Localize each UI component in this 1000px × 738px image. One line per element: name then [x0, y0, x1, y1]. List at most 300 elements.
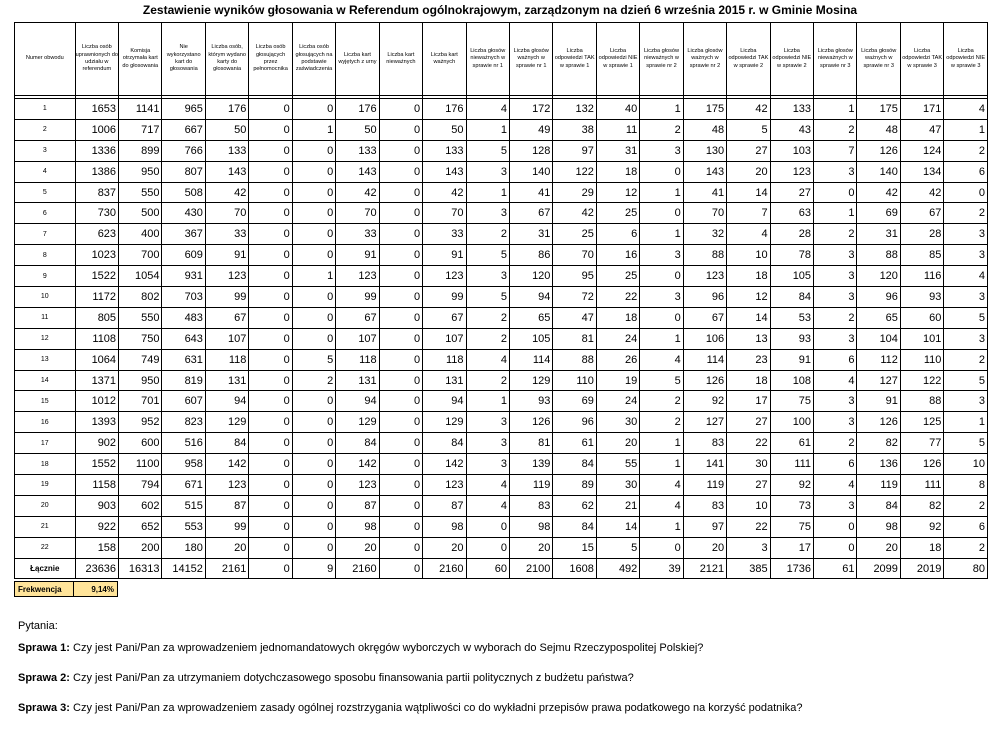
row-label: 17: [15, 433, 76, 454]
table-cell: 83: [683, 433, 726, 454]
table-cell: 0: [379, 537, 422, 558]
table-cell: 29: [553, 182, 596, 203]
table-cell: 100: [770, 412, 813, 433]
table-cell: 20: [509, 537, 552, 558]
table-cell: 110: [900, 349, 943, 370]
table-row: [15, 245, 988, 266]
table-cell: 41: [509, 182, 552, 203]
table-cell: 1: [640, 224, 683, 245]
table-cell: 6: [944, 516, 988, 537]
table-cell: 119: [857, 475, 900, 496]
table-cell: 84: [336, 433, 379, 454]
table-cell: 129: [336, 412, 379, 433]
table-cell: 2: [814, 433, 857, 454]
table-cell: 17: [770, 537, 813, 558]
table-cell: 139: [509, 454, 552, 475]
table-cell: 31: [509, 224, 552, 245]
table-cell: 0: [292, 412, 335, 433]
table-cell: 550: [119, 182, 162, 203]
table-cell: 84: [423, 433, 466, 454]
table-cell: 703: [162, 287, 205, 308]
table-cell: 6: [814, 454, 857, 475]
table-cell: 49: [509, 119, 552, 140]
table-cell: 0: [249, 245, 292, 266]
table-cell: 75: [770, 391, 813, 412]
table-cell: 39: [640, 558, 683, 579]
table-cell: 4: [640, 495, 683, 516]
table-cell: 0: [292, 203, 335, 224]
row-label: 1: [15, 99, 76, 120]
table-cell: 11: [596, 119, 639, 140]
table-cell: 99: [205, 516, 248, 537]
table-cell: 93: [509, 391, 552, 412]
table-cell: 1: [944, 412, 988, 433]
table-cell: 70: [683, 203, 726, 224]
table-cell: 4: [814, 475, 857, 496]
table-cell: 96: [553, 412, 596, 433]
table-cell: 0: [379, 224, 422, 245]
table-cell: 110: [553, 370, 596, 391]
table-cell: 0: [249, 558, 292, 579]
row-label: Łącznie: [15, 558, 76, 579]
table-cell: 0: [292, 99, 335, 120]
table-cell: 0: [292, 328, 335, 349]
table-cell: 94: [423, 391, 466, 412]
table-cell: 70: [553, 245, 596, 266]
table-cell: 4: [814, 370, 857, 391]
table-cell: 1336: [75, 140, 118, 161]
table-cell: 0: [379, 516, 422, 537]
table-cell: 158: [75, 537, 118, 558]
table-row: [15, 182, 988, 203]
table-cell: 0: [466, 537, 509, 558]
column-header: Komisja otrzymała kart do głosowania: [119, 23, 162, 96]
table-cell: 28: [770, 224, 813, 245]
table-cell: 98: [423, 516, 466, 537]
table-cell: 67: [509, 203, 552, 224]
column-header: Liczba kart wyjętych z urny: [336, 23, 379, 96]
table-cell: 5: [944, 433, 988, 454]
row-label: 16: [15, 412, 76, 433]
column-header: Liczba odpowiedzi TAK w sprawie 2: [727, 23, 770, 96]
table-cell: 92: [683, 391, 726, 412]
table-cell: 430: [162, 203, 205, 224]
table-cell: 0: [292, 224, 335, 245]
table-cell: 84: [770, 287, 813, 308]
turnout-label: Frekwencja: [15, 582, 74, 597]
column-header: Liczba odpowiedzi NIE w sprawie 1: [596, 23, 639, 96]
table-row: [15, 475, 988, 496]
table-cell: 0: [379, 266, 422, 287]
table-cell: 1158: [75, 475, 118, 496]
table-row: [15, 516, 988, 537]
table-cell: 63: [770, 203, 813, 224]
table-cell: 2: [944, 537, 988, 558]
table-cell: 5: [596, 537, 639, 558]
row-label: 11: [15, 307, 76, 328]
table-cell: 111: [900, 475, 943, 496]
table-cell: 0: [379, 287, 422, 308]
table-cell: 2161: [205, 558, 248, 579]
table-cell: 123: [336, 266, 379, 287]
table-cell: 99: [423, 287, 466, 308]
table-cell: 0: [466, 516, 509, 537]
table-cell: 98: [857, 516, 900, 537]
table-cell: 18: [727, 266, 770, 287]
table-cell: 3: [814, 161, 857, 182]
table-cell: 5: [292, 349, 335, 370]
column-header: Liczba głosów ważnych w sprawie nr 2: [683, 23, 726, 96]
table-cell: 0: [292, 537, 335, 558]
table-cell: 72: [553, 287, 596, 308]
table-cell: 136: [857, 454, 900, 475]
table-cell: 118: [423, 349, 466, 370]
table-cell: 25: [596, 203, 639, 224]
table-cell: 1653: [75, 99, 118, 120]
table-cell: 2: [640, 119, 683, 140]
table-cell: 2: [814, 307, 857, 328]
table-cell: 3: [466, 454, 509, 475]
column-header: Nie wykorzystano kart do głosowania: [162, 23, 205, 96]
table-cell: 553: [162, 516, 205, 537]
column-header: Liczba kart ważnych: [423, 23, 466, 96]
table-cell: 931: [162, 266, 205, 287]
table-cell: 42: [423, 182, 466, 203]
table-cell: 0: [379, 391, 422, 412]
table-cell: 6: [814, 349, 857, 370]
table-cell: 0: [379, 349, 422, 370]
table-cell: 1: [640, 433, 683, 454]
row-label: 12: [15, 328, 76, 349]
table-cell: 958: [162, 454, 205, 475]
table-cell: 123: [336, 475, 379, 496]
table-cell: 175: [857, 99, 900, 120]
table-cell: 22: [727, 433, 770, 454]
table-cell: 0: [292, 140, 335, 161]
column-header: Liczba osób głosujących przez pełnomocnika: [249, 23, 292, 96]
table-cell: 13: [727, 328, 770, 349]
table-cell: 0: [379, 161, 422, 182]
table-cell: 3: [466, 412, 509, 433]
table-cell: 0: [379, 412, 422, 433]
table-cell: 0: [292, 161, 335, 182]
table-cell: 43: [770, 119, 813, 140]
row-label: 2: [15, 119, 76, 140]
table-cell: 33: [423, 224, 466, 245]
table-cell: 126: [683, 370, 726, 391]
table-cell: 77: [900, 433, 943, 454]
table-cell: 1: [640, 182, 683, 203]
table-cell: 671: [162, 475, 205, 496]
table-cell: 0: [379, 140, 422, 161]
table-cell: 84: [205, 433, 248, 454]
table-cell: 5: [944, 307, 988, 328]
table-cell: 55: [596, 454, 639, 475]
column-header: Liczba osób głosujących na podstawie zaświadczenia: [292, 23, 335, 96]
table-cell: 600: [119, 433, 162, 454]
table-cell: 60: [466, 558, 509, 579]
table-cell: 32: [683, 224, 726, 245]
table-cell: 143: [205, 161, 248, 182]
table-cell: 85: [900, 245, 943, 266]
table-cell: 4: [466, 349, 509, 370]
table-cell: 94: [509, 287, 552, 308]
table-cell: 82: [900, 495, 943, 516]
table-cell: 87: [423, 495, 466, 516]
table-cell: 80: [944, 558, 988, 579]
table-cell: 0: [814, 516, 857, 537]
table-cell: 69: [553, 391, 596, 412]
table-cell: 96: [857, 287, 900, 308]
table-cell: 86: [509, 245, 552, 266]
table-cell: 83: [509, 495, 552, 516]
table-row: [15, 203, 988, 224]
table-row: [15, 391, 988, 412]
table-cell: 20: [596, 433, 639, 454]
table-cell: 700: [119, 245, 162, 266]
table-cell: 75: [770, 516, 813, 537]
table-cell: 42: [727, 99, 770, 120]
table-cell: 23: [727, 349, 770, 370]
table-cell: 104: [857, 328, 900, 349]
table-cell: 180: [162, 537, 205, 558]
table-cell: 0: [292, 475, 335, 496]
table-cell: 1141: [119, 99, 162, 120]
table-cell: 20: [683, 537, 726, 558]
table-cell: 2019: [900, 558, 943, 579]
table-cell: 31: [857, 224, 900, 245]
table-cell: 1: [640, 99, 683, 120]
table-cell: 0: [814, 537, 857, 558]
table-row: [15, 287, 988, 308]
column-header: Liczba głosów ważnych w sprawie nr 3: [857, 23, 900, 96]
table-cell: 67: [205, 307, 248, 328]
table-cell: 1: [640, 454, 683, 475]
row-label: 4: [15, 161, 76, 182]
table-cell: 1054: [119, 266, 162, 287]
table-cell: 27: [727, 412, 770, 433]
table-cell: 8: [944, 475, 988, 496]
table-cell: 802: [119, 287, 162, 308]
table-cell: 48: [857, 119, 900, 140]
table-cell: 123: [423, 475, 466, 496]
table-row: [15, 266, 988, 287]
table-cell: 0: [379, 495, 422, 516]
table-row: [15, 224, 988, 245]
table-cell: 9: [292, 558, 335, 579]
table-cell: 0: [249, 537, 292, 558]
table-cell: 4: [466, 99, 509, 120]
table-row: [15, 328, 988, 349]
table-cell: 10: [727, 495, 770, 516]
table-cell: 3: [814, 495, 857, 516]
table-cell: 88: [553, 349, 596, 370]
table-cell: 67: [423, 307, 466, 328]
table-cell: 28: [900, 224, 943, 245]
table-cell: 0: [249, 119, 292, 140]
row-label: 18: [15, 454, 76, 475]
table-cell: 126: [900, 454, 943, 475]
table-cell: 83: [683, 495, 726, 516]
column-header: Liczba odpowiedzi NIE w sprawie 2: [770, 23, 813, 96]
table-cell: 97: [553, 140, 596, 161]
table-cell: 42: [205, 182, 248, 203]
table-cell: 0: [640, 203, 683, 224]
table-row: [15, 454, 988, 475]
table-cell: 98: [336, 516, 379, 537]
question-label: Sprawa 2:: [18, 672, 70, 684]
table-cell: 950: [119, 370, 162, 391]
table-cell: 483: [162, 307, 205, 328]
table-cell: 141: [683, 454, 726, 475]
table-cell: 14152: [162, 558, 205, 579]
table-cell: 69: [857, 203, 900, 224]
table-cell: 903: [75, 495, 118, 516]
table-cell: 25: [553, 224, 596, 245]
table-cell: 70: [336, 203, 379, 224]
table-cell: 7: [814, 140, 857, 161]
table-cell: 2: [944, 203, 988, 224]
table-cell: 0: [944, 182, 988, 203]
table-cell: 17: [727, 391, 770, 412]
table-cell: 24: [596, 328, 639, 349]
table-cell: 22: [596, 287, 639, 308]
table-cell: 65: [857, 307, 900, 328]
table-cell: 4: [727, 224, 770, 245]
table-cell: 0: [249, 99, 292, 120]
table-cell: 123: [423, 266, 466, 287]
table-row: [15, 370, 988, 391]
table-cell: 2: [466, 328, 509, 349]
table-cell: 5: [640, 370, 683, 391]
table-cell: 89: [553, 475, 596, 496]
table-cell: 0: [249, 287, 292, 308]
table-cell: 0: [379, 558, 422, 579]
table-cell: 42: [900, 182, 943, 203]
column-header: Liczba głosów ważnych w sprawie nr 1: [509, 23, 552, 96]
table-cell: 643: [162, 328, 205, 349]
table-cell: 88: [683, 245, 726, 266]
table-row: [15, 119, 988, 140]
table-cell: 400: [119, 224, 162, 245]
table-cell: 18: [596, 161, 639, 182]
table-cell: 33: [205, 224, 248, 245]
table-cell: 1: [466, 182, 509, 203]
table-cell: 92: [900, 516, 943, 537]
table-cell: 0: [379, 328, 422, 349]
table-cell: 0: [814, 182, 857, 203]
table-cell: 47: [553, 307, 596, 328]
table-cell: 70: [205, 203, 248, 224]
table-cell: 1023: [75, 245, 118, 266]
table-cell: 2: [640, 391, 683, 412]
table-cell: 750: [119, 328, 162, 349]
table-cell: 20: [857, 537, 900, 558]
table-cell: 98: [509, 516, 552, 537]
row-label: 3: [15, 140, 76, 161]
table-cell: 2160: [423, 558, 466, 579]
table-cell: 1552: [75, 454, 118, 475]
table-cell: 65: [509, 307, 552, 328]
table-cell: 96: [683, 287, 726, 308]
table-cell: 807: [162, 161, 205, 182]
table-cell: 87: [336, 495, 379, 516]
table-cell: 1012: [75, 391, 118, 412]
column-header: Liczba osób uprawnionych do udziału w referendum: [75, 23, 118, 96]
table-cell: 607: [162, 391, 205, 412]
table-cell: 140: [509, 161, 552, 182]
table-cell: 4: [944, 99, 988, 120]
table-cell: 94: [336, 391, 379, 412]
table-cell: 5: [727, 119, 770, 140]
table-cell: 126: [857, 140, 900, 161]
table-cell: 132: [553, 99, 596, 120]
table-cell: 0: [640, 161, 683, 182]
table-cell: 1393: [75, 412, 118, 433]
table-cell: 91: [205, 245, 248, 266]
table-cell: 14: [727, 307, 770, 328]
table-cell: 922: [75, 516, 118, 537]
table-cell: 53: [770, 307, 813, 328]
table-cell: 108: [770, 370, 813, 391]
table-cell: 3: [640, 140, 683, 161]
table-cell: 129: [509, 370, 552, 391]
table-cell: 50: [205, 119, 248, 140]
table-cell: 82: [857, 433, 900, 454]
table-cell: 112: [857, 349, 900, 370]
table-cell: 2160: [336, 558, 379, 579]
table-cell: 1006: [75, 119, 118, 140]
table-cell: 0: [249, 140, 292, 161]
table-cell: 1736: [770, 558, 813, 579]
table-cell: 0: [292, 287, 335, 308]
table-cell: 73: [770, 495, 813, 516]
table-cell: 0: [292, 433, 335, 454]
table-cell: 3: [814, 266, 857, 287]
row-label: 6: [15, 203, 76, 224]
table-cell: 3: [466, 433, 509, 454]
table-cell: 176: [336, 99, 379, 120]
table-cell: 508: [162, 182, 205, 203]
table-cell: 0: [249, 307, 292, 328]
row-label: 8: [15, 245, 76, 266]
table-cell: 5: [944, 370, 988, 391]
table-cell: 766: [162, 140, 205, 161]
table-cell: 0: [292, 245, 335, 266]
table-cell: 2: [814, 119, 857, 140]
table-cell: 62: [553, 495, 596, 516]
table-row: [15, 495, 988, 516]
table-cell: 42: [553, 203, 596, 224]
table-cell: 3: [466, 203, 509, 224]
table-cell: 3: [814, 245, 857, 266]
table-cell: 623: [75, 224, 118, 245]
table-cell: 40: [596, 99, 639, 120]
table-cell: 133: [336, 140, 379, 161]
table-cell: 106: [683, 328, 726, 349]
table-cell: 143: [336, 161, 379, 182]
table-cell: 500: [119, 203, 162, 224]
table-cell: 0: [640, 307, 683, 328]
table-cell: 0: [249, 161, 292, 182]
table-cell: 0: [249, 349, 292, 370]
table-cell: 0: [249, 475, 292, 496]
table-cell: 18: [900, 537, 943, 558]
table-cell: 101: [900, 328, 943, 349]
question-text: Czy jest Pani/Pan za utrzymaniem dotychczasowego sposobu finansowania partii politycznych z budżetu państwa?: [73, 672, 634, 684]
table-cell: 1: [944, 119, 988, 140]
column-header: Liczba głosów nieważnych w sprawie nr 3: [814, 23, 857, 96]
